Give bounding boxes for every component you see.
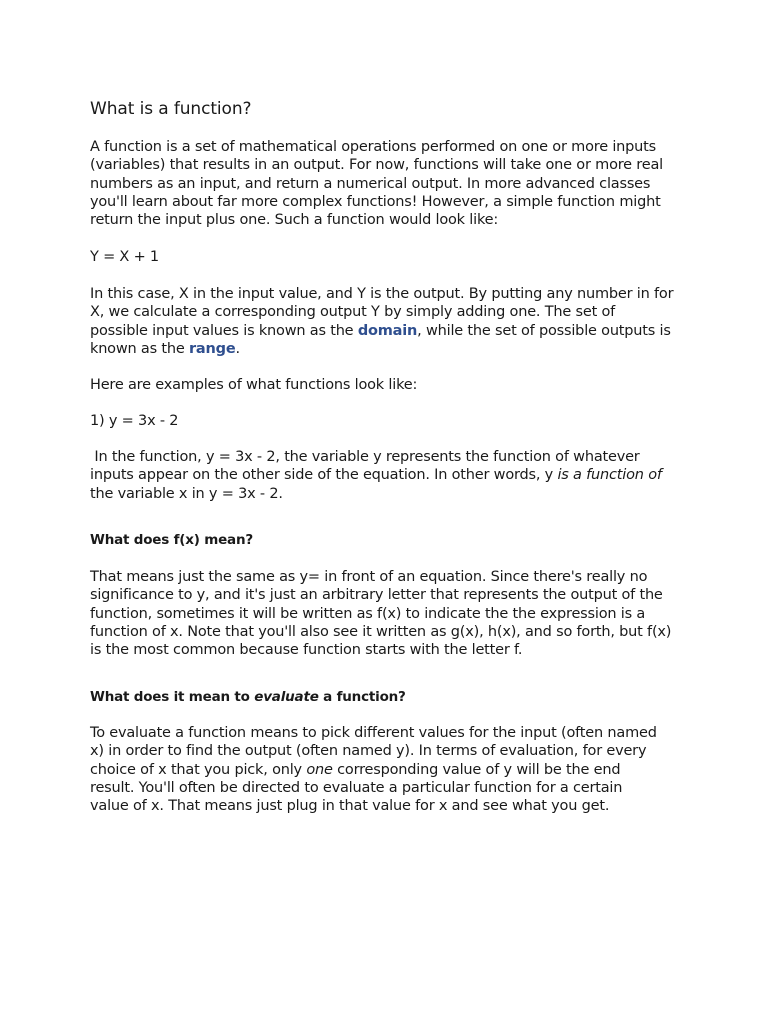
explanation-line: X, we calculate a corresponding output Y by simply adding one. The set of <box>90 304 616 321</box>
example-explanation-paragraph <box>90 448 690 503</box>
evaluate-line: value of x. That means just plug in that value for x and see what you get. <box>90 798 610 815</box>
explanation-line <box>90 340 690 358</box>
range-term: range <box>188 340 236 357</box>
evaluate-line: To evaluate a function means to pick different values for the input (often named <box>90 725 657 741</box>
text-span: . <box>235 340 240 357</box>
example-1-equation: 1) y = 3x - 2 <box>90 413 179 429</box>
equation-y-equals-x-plus-1: Y = X + 1 <box>90 249 159 265</box>
example-explanation-line <box>90 466 690 484</box>
text-span: corresponding value of y will be the end <box>332 761 621 778</box>
intro-line: you'll learn about far more complex functions! However, a simple function might <box>90 193 661 210</box>
text-span: possible input values is known as the <box>90 322 358 339</box>
text-span: a function? <box>318 689 406 705</box>
explanation-line: In this case, X in the input value, and Y is the output. By putting any number in for <box>90 286 674 302</box>
fx-line: is the most common because function starts with the letter f. <box>90 642 523 659</box>
italic-phrase: is a function of <box>557 467 662 484</box>
fx-heading: What does f(x) mean? <box>90 532 253 548</box>
text-span: What does it mean to <box>90 689 255 705</box>
explanation-paragraph <box>90 285 690 358</box>
explanation-line <box>90 322 690 340</box>
domain-term: domain <box>357 322 418 339</box>
evaluate-heading <box>90 688 406 706</box>
intro-line: return the input plus one. Such a function would look like: <box>90 212 499 229</box>
intro-line: (variables) that results in an output. For now, functions will take one or more real <box>90 157 663 174</box>
fx-line: function of x. Note that you'll also see it written as g(x), h(x), and so forth, but f(x) <box>90 623 672 640</box>
text-span: choice of x that you pick, only <box>90 761 307 778</box>
example-explanation-line: In the function, y = 3x - 2, the variable y represents the function of whatever <box>90 449 640 465</box>
italic-word: one <box>306 761 333 778</box>
text-span: inputs appear on the other side of the equation. In other words, y <box>90 467 558 484</box>
text-span: , while the set of possible outputs is <box>417 322 671 339</box>
intro-line: numbers as an input, and return a numerical output. In more advanced classes <box>90 175 651 192</box>
page-title: What is a function? <box>90 99 252 119</box>
evaluate-paragraph <box>90 724 690 815</box>
evaluate-line: result. You'll often be directed to evaluate a particular function for a certain <box>90 779 623 796</box>
examples-intro: Here are examples of what functions look like: <box>90 377 418 393</box>
intro-line: A function is a set of mathematical operations performed on one or more inputs <box>90 139 656 155</box>
fx-paragraph <box>90 568 690 659</box>
fx-line: significance to y, and it's just an arbitrary letter that represents the output of the <box>90 587 663 604</box>
evaluate-line <box>90 761 690 779</box>
fx-line: function, sometimes it will be written as f(x) to indicate the the expression is a <box>90 605 646 622</box>
fx-line: That means just the same as y= in front of an equation. Since there's really no <box>90 569 648 585</box>
example-explanation-line: the variable x in y = 3x - 2. <box>90 485 283 502</box>
text-span: known as the <box>90 340 189 357</box>
italic-word: evaluate <box>254 689 319 705</box>
evaluate-line: x) in order to find the output (often named y). In terms of evaluation, for every <box>90 743 647 760</box>
intro-paragraph <box>90 138 690 229</box>
